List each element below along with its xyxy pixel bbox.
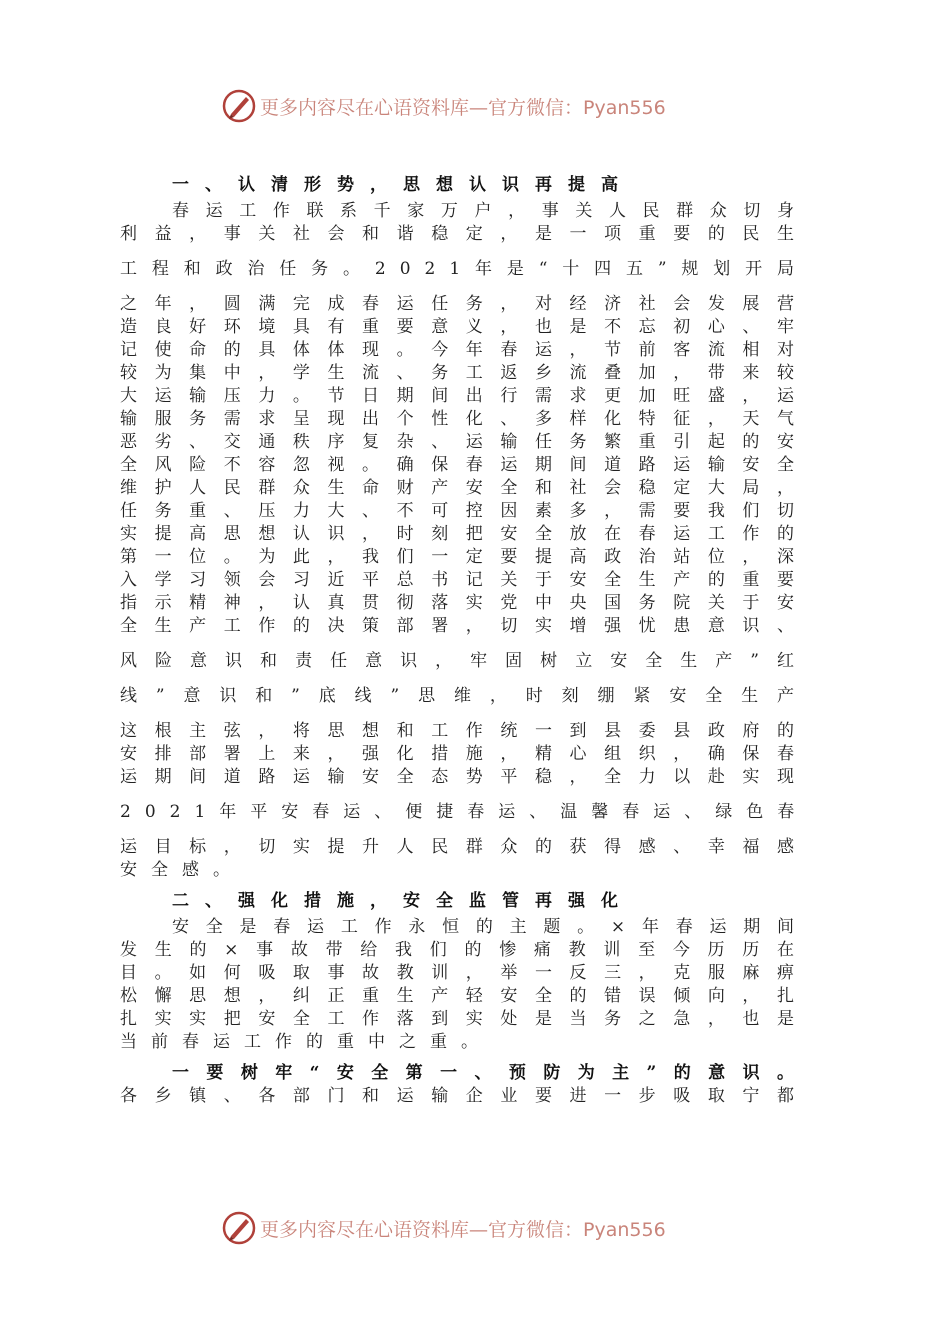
text-line: 较为集中，学生流、务工返乡流叠加，带来较 bbox=[120, 363, 808, 383]
text-line: 利益，事关社会和谐稳定，是一项重要的民生 bbox=[120, 224, 808, 244]
text-line: 发生的×事故带给我们的惨痛教训至今历历在 bbox=[120, 940, 808, 960]
text-line: 线”意识和”底线”思维，时刻绷紧安全生产 bbox=[120, 686, 808, 706]
section-heading-1: 一、认清形势，思想认识再提高 bbox=[172, 175, 634, 195]
subsection-text bbox=[120, 1085, 808, 1108]
text-line: 之年，圆满完成春运任务，对经济社会发展营 bbox=[120, 294, 808, 314]
text-line: 松懈思想，纠正重生产轻安全的错误倾向，扎 bbox=[120, 986, 808, 1006]
text-line: 安排部署上来，强化措施，精心组织，确保春 bbox=[120, 744, 808, 764]
watermark-text: 更多内容尽在心语资料库—官方微信：Pyan556 bbox=[260, 1218, 666, 1241]
section-2-text bbox=[120, 916, 808, 1054]
text-line: 入学习领会习近平总书记关于安全生产的重要 bbox=[120, 570, 808, 590]
watermark-text: 更多内容尽在心语资料库—官方微信：Pyan556 bbox=[260, 96, 666, 119]
text-line: 第一位。为此，我们一定要提高政治站位，深 bbox=[120, 547, 808, 567]
text-line: 安全是春运工作永恒的主题。×年春运期间 bbox=[172, 917, 808, 937]
text-line: 扎实实把安全工作落到实处是当务之急，也是 bbox=[120, 1009, 808, 1029]
text-line: 全生产工作的决策部署，切实增强忧患意识、 bbox=[120, 616, 808, 636]
header-watermark-banner bbox=[222, 88, 722, 124]
text-line: 目。如何吸取事故教训，举一反三，克服麻痹 bbox=[120, 963, 808, 983]
text-line: 2021年平安春运、便捷春运、温馨春运、绿色春 bbox=[120, 802, 808, 822]
text-line: 实提高思想认识，时刻把安全放在春运工作的 bbox=[120, 524, 808, 544]
text-line: 恶劣、交通秩序复杂、运输任务繁重引起的安 bbox=[120, 432, 808, 452]
text-line: 输服务需求呈现出个性化、多样化特征，天气 bbox=[120, 409, 808, 429]
text-line: 维护人民群众生命财产安全和社会稳定大局， bbox=[120, 478, 808, 498]
text-line: 这根主弦，将思想和工作统一到县委县政府的 bbox=[120, 721, 808, 741]
text-line: 风险意识和责任意识，牢固树立安全生产”红 bbox=[120, 651, 808, 671]
subheading-1: 一要树牢“安全第一、预防为主”的意识。 bbox=[172, 1063, 808, 1083]
text-line: 工程和政治任务。2021年是“十四五”规划开局 bbox=[120, 259, 808, 279]
pen-logo-icon bbox=[222, 1211, 256, 1245]
section-1-text bbox=[120, 200, 808, 882]
text-line: 指示精神，认真贯彻落实党中央国务院关于安 bbox=[120, 593, 808, 613]
pen-logo-icon bbox=[222, 89, 256, 123]
text-line: 造良好环境具有重要意义，也是不忘初心、牢 bbox=[120, 317, 808, 337]
text-line: 任务重、压力大、不可控因素多，需要我们切 bbox=[120, 501, 808, 521]
text-line: 运期间道路运输安全态势平稳，全力以赴实现 bbox=[120, 767, 808, 787]
text-line: 运目标，切实提升人民群众的获得感、幸福感 bbox=[120, 837, 808, 857]
text-line: 各乡镇、各部门和运输企业要进一步吸取宁都 bbox=[120, 1086, 808, 1106]
text-line: 大运输压力。节日期间出行需求更加旺盛，运 bbox=[120, 386, 808, 406]
text-line: 全风险不容忽视。确保春运期间道路运输安全 bbox=[120, 455, 808, 475]
footer-watermark-banner bbox=[222, 1210, 722, 1246]
text-line: 当前春运工作的重中之重。 bbox=[120, 1032, 492, 1052]
document-body bbox=[120, 170, 808, 1108]
text-line: 春运工作联系千家万户，事关人民群众切身 bbox=[172, 201, 808, 221]
text-line: 记使命的具体体现。今年春运，节前客流相对 bbox=[120, 340, 808, 360]
text-line: 安全感。 bbox=[120, 860, 244, 880]
section-heading-2: 二、强化措施，安全监管再强化 bbox=[172, 891, 634, 911]
